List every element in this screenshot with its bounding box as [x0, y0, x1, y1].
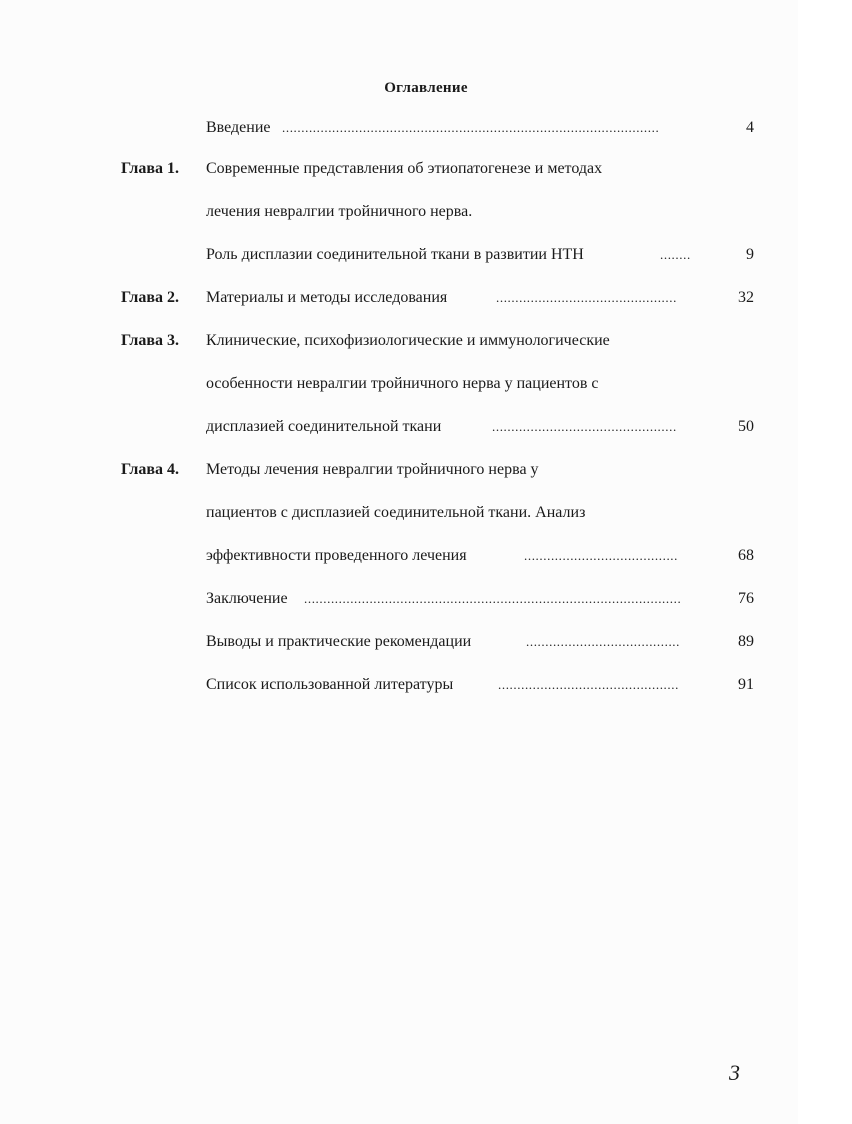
toc-entry — [0, 545, 798, 567]
entry-text: Современные представления об этиопатогенезе и методах — [206, 160, 603, 177]
dot-leader: ........ — [660, 247, 691, 262]
entry-text: пациентов с дисплазией соединительной ткани. Анализ — [206, 504, 586, 521]
toc-entry — [0, 502, 798, 524]
dot-leader: .................................................................................................. — [304, 591, 682, 606]
page-number: 32 — [738, 289, 754, 306]
entry-text: особенности невралгии тройничного нерва у пациентов с — [206, 375, 599, 392]
entry-text: Методы лечения невралгии тройничного нерва у — [206, 461, 539, 478]
entry-text: Заключение — [206, 590, 288, 607]
dot-leader: ............................................... — [498, 677, 679, 692]
entry-text: Клинические, психофизиологические и иммунологические — [206, 332, 610, 349]
toc-entry — [0, 631, 798, 653]
entry-text: дисплазией соединительной ткани — [206, 418, 442, 435]
dot-leader: ................................................ — [492, 419, 677, 434]
page-number: 68 — [738, 547, 754, 564]
page-number: 9 — [746, 246, 754, 263]
page-number: 89 — [738, 633, 754, 650]
entry-text: Материалы и методы исследования — [206, 289, 448, 306]
page-number: 4 — [746, 119, 754, 136]
entry-text: Выводы и практические рекомендации — [206, 633, 472, 650]
toc-entry — [0, 459, 798, 481]
chapter-label: Глава 2. — [121, 289, 179, 306]
page-number: 91 — [738, 676, 754, 693]
dot-leader: ............................................... — [496, 290, 677, 305]
dot-leader: ........................................ — [524, 548, 678, 563]
toc-entry — [0, 674, 798, 696]
toc-entry — [0, 330, 798, 352]
page-number: 76 — [738, 590, 754, 607]
chapter-label: Глава 1. — [121, 160, 179, 177]
dot-leader: .................................................................................................. — [282, 120, 660, 135]
toc-entry — [0, 201, 798, 223]
entry-text: эффективности проведенного лечения — [206, 547, 467, 564]
entry-text: Роль дисплазии соединительной ткани в развитии НТН — [206, 246, 584, 263]
toc-entry — [0, 117, 798, 139]
entry-text: Введение — [206, 119, 271, 136]
toc-entry — [0, 416, 798, 438]
toc-entry — [0, 244, 798, 266]
page-number: 50 — [738, 418, 754, 435]
chapter-label: Глава 4. — [121, 461, 179, 478]
dot-leader: ........................................ — [526, 634, 680, 649]
toc-entry — [0, 588, 798, 610]
toc-entry — [0, 158, 798, 180]
chapter-label: Глава 3. — [121, 332, 179, 349]
toc-entry — [0, 287, 798, 309]
entry-text: Список использованной литературы — [206, 676, 454, 693]
toc-entry — [0, 373, 798, 395]
entry-text: лечения невралгии тройничного нерва. — [206, 203, 473, 220]
page-folio-number: 3 — [729, 1060, 740, 1085]
toc-title: Оглавление — [384, 80, 468, 96]
